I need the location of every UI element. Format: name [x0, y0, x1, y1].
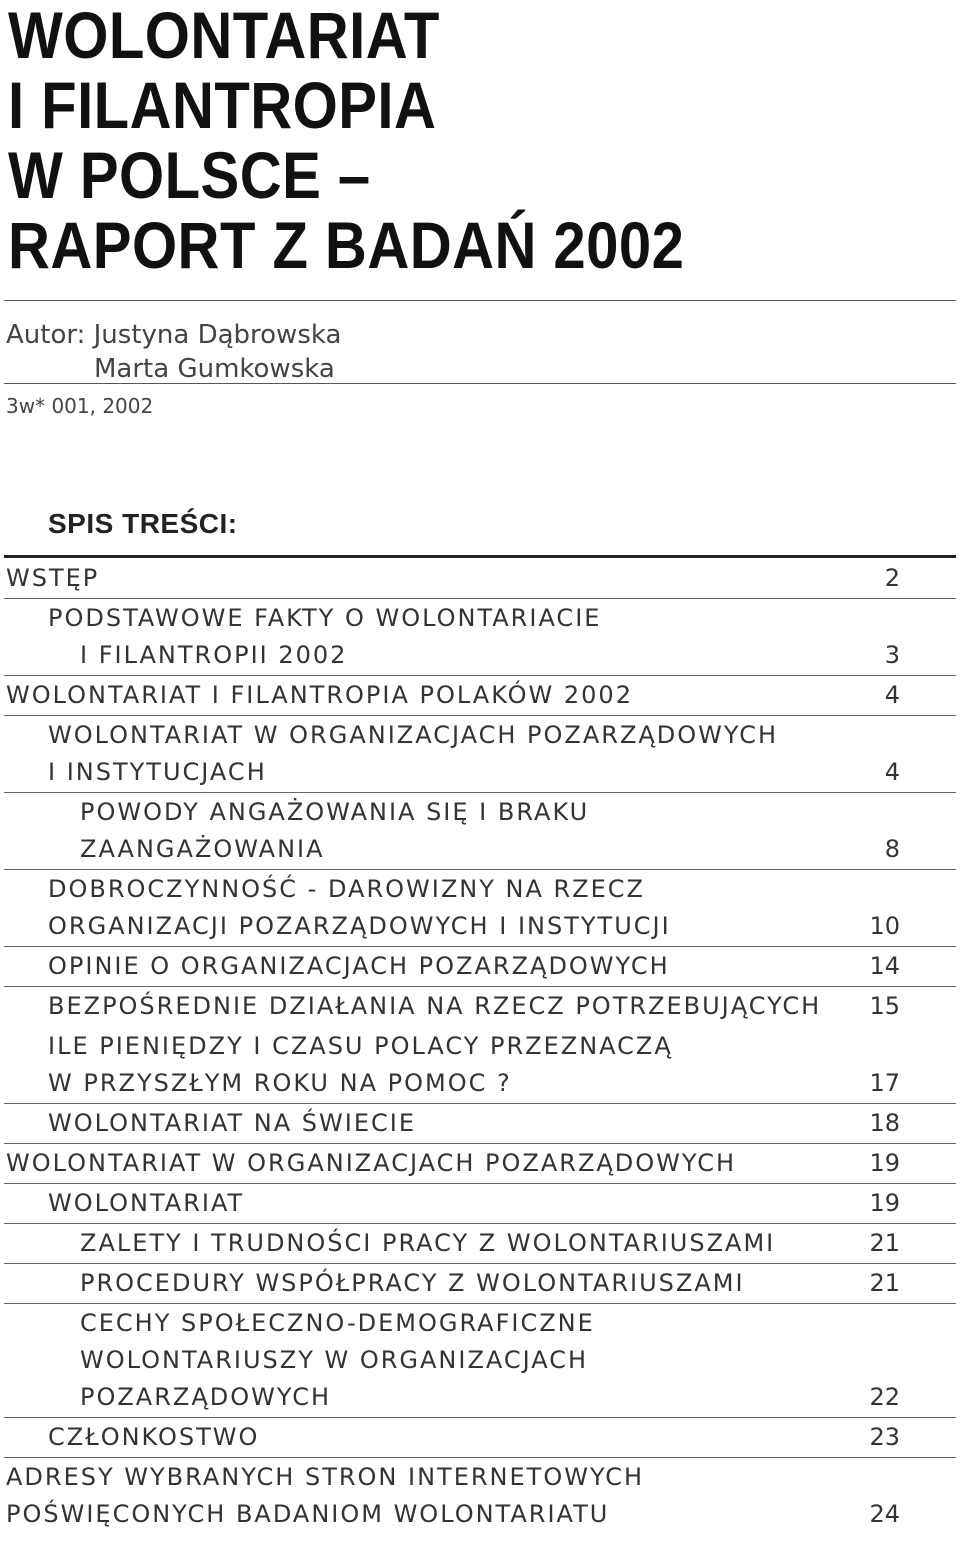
toc-divider: [4, 675, 956, 676]
toc-divider: [4, 1143, 956, 1144]
author-line-1: Autor: Justyna Dąbrowska: [6, 320, 342, 350]
toc-divider: [4, 792, 956, 793]
toc-heading-divider: [4, 555, 956, 558]
toc-entry-text: POZARZĄDOWYCH: [80, 1383, 332, 1411]
toc-entry-page: 23: [869, 1423, 900, 1451]
toc-divider: [4, 1183, 956, 1184]
toc-entry-text: WSTĘP: [6, 564, 100, 592]
title-line-1: WOLONTARIAT: [8, 0, 440, 72]
toc-entry-text: CECHY SPOŁECZNO-DEMOGRAFICZNE: [80, 1309, 595, 1337]
title-line-4: RAPORT Z BADAŃ 2002: [8, 208, 685, 282]
toc-divider: [4, 946, 956, 947]
toc-entry-page: 8: [884, 835, 900, 863]
toc-entry-text: WOLONTARIAT: [48, 1189, 245, 1217]
toc-entry-text: PODSTAWOWE FAKTY O WOLONTARIACIE: [48, 604, 602, 632]
toc-entry-text: POWODY ANGAŻOWANIA SIĘ I BRAKU: [80, 798, 590, 826]
issue-number: 3w* 001, 2002: [6, 394, 154, 418]
toc-entry-text: DOBROCZYNNOŚĆ - DAROWIZNY NA RZECZ: [48, 875, 645, 903]
title-divider: [4, 300, 956, 301]
toc-divider: [4, 715, 956, 716]
toc-entry-text: WOLONTARIAT I FILANTROPIA POLAKÓW 2002: [6, 681, 633, 709]
toc-divider: [4, 986, 956, 987]
toc-entry-page: 4: [884, 758, 900, 786]
toc-divider: [4, 1417, 956, 1418]
toc-entry-page: 19: [869, 1189, 900, 1217]
toc-entry-page: 24: [869, 1500, 900, 1528]
toc-entry-page: 18: [869, 1109, 900, 1137]
title-line-3: W POLSCE –: [8, 138, 371, 212]
toc-entry-page: 4: [884, 681, 900, 709]
title-line-2: I FILANTROPIA: [8, 68, 437, 142]
toc-entry-text: WOLONTARIAT W ORGANIZACJACH POZARZĄDOWYCH: [48, 721, 779, 749]
toc-entry-page: 17: [869, 1069, 900, 1097]
toc-entry-text: WOLONTARIAT W ORGANIZACJACH POZARZĄDOWYCH: [6, 1149, 737, 1177]
toc-entry-text: ORGANIZACJI POZARZĄDOWYCH I INSTYTUCJI: [48, 912, 671, 940]
toc-entry-page: 19: [869, 1149, 900, 1177]
toc-divider: [4, 1263, 956, 1264]
toc-divider: [4, 1303, 956, 1304]
toc-heading: SPIS TREŚCI:: [48, 508, 238, 539]
toc-entry-text: OPINIE O ORGANIZACJACH POZARZĄDOWYCH: [48, 952, 670, 980]
toc-entry-page: 15: [869, 992, 900, 1020]
toc-entry-text: BEZPOŚREDNIE DZIAŁANIA NA RZECZ POTRZEBUJĄCYCH: [48, 992, 822, 1020]
toc-entry-page: 22: [869, 1383, 900, 1411]
document-title: [8, 0, 684, 280]
toc-entry-page: 2: [884, 564, 900, 592]
toc-entry-text: W PRZYSZŁYM ROKU NA POMOC ?: [48, 1069, 512, 1097]
toc-entry-text: WOLONTARIAT NA ŚWIECIE: [48, 1109, 416, 1137]
toc-divider: [4, 1223, 956, 1224]
author-line-2: Marta Gumkowska: [94, 354, 335, 384]
toc-entry-text: POŚWIĘCONYCH BADANIOM WOLONTARIATU: [6, 1500, 610, 1528]
toc-entry-page: 21: [869, 1269, 900, 1297]
toc-divider: [4, 869, 956, 870]
authors: [6, 318, 341, 386]
toc-entry-text: ILE PIENIĘDZY I CZASU POLACY PRZEZNACZĄ: [48, 1032, 673, 1060]
toc-entry-text: I FILANTROPII 2002: [80, 641, 348, 669]
toc-divider: [4, 1457, 956, 1458]
toc-entry-text: WOLONTARIUSZY W ORGANIZACJACH: [80, 1346, 589, 1374]
toc-entry-page: 21: [869, 1229, 900, 1257]
authors-divider: [4, 383, 956, 384]
toc-divider: [4, 1103, 956, 1104]
toc-entry-text: CZŁONKOSTWO: [48, 1423, 260, 1451]
toc-entry-text: ZALETY I TRUDNOŚCI PRACY Z WOLONTARIUSZAMI: [80, 1229, 776, 1257]
toc-divider: [4, 598, 956, 599]
toc-entry-page: 10: [869, 912, 900, 940]
toc-entry-text: ZAANGAŻOWANIA: [80, 835, 325, 863]
toc-entry-page: 14: [869, 952, 900, 980]
toc-entry-page: 3: [884, 641, 900, 669]
toc-entry-text: ADRESY WYBRANYCH STRON INTERNETOWYCH: [6, 1463, 645, 1491]
toc-entry-text: PROCEDURY WSPÓŁPRACY Z WOLONTARIUSZAMI: [80, 1269, 745, 1297]
toc-entry-text: I INSTYTUCJACH: [48, 758, 267, 786]
